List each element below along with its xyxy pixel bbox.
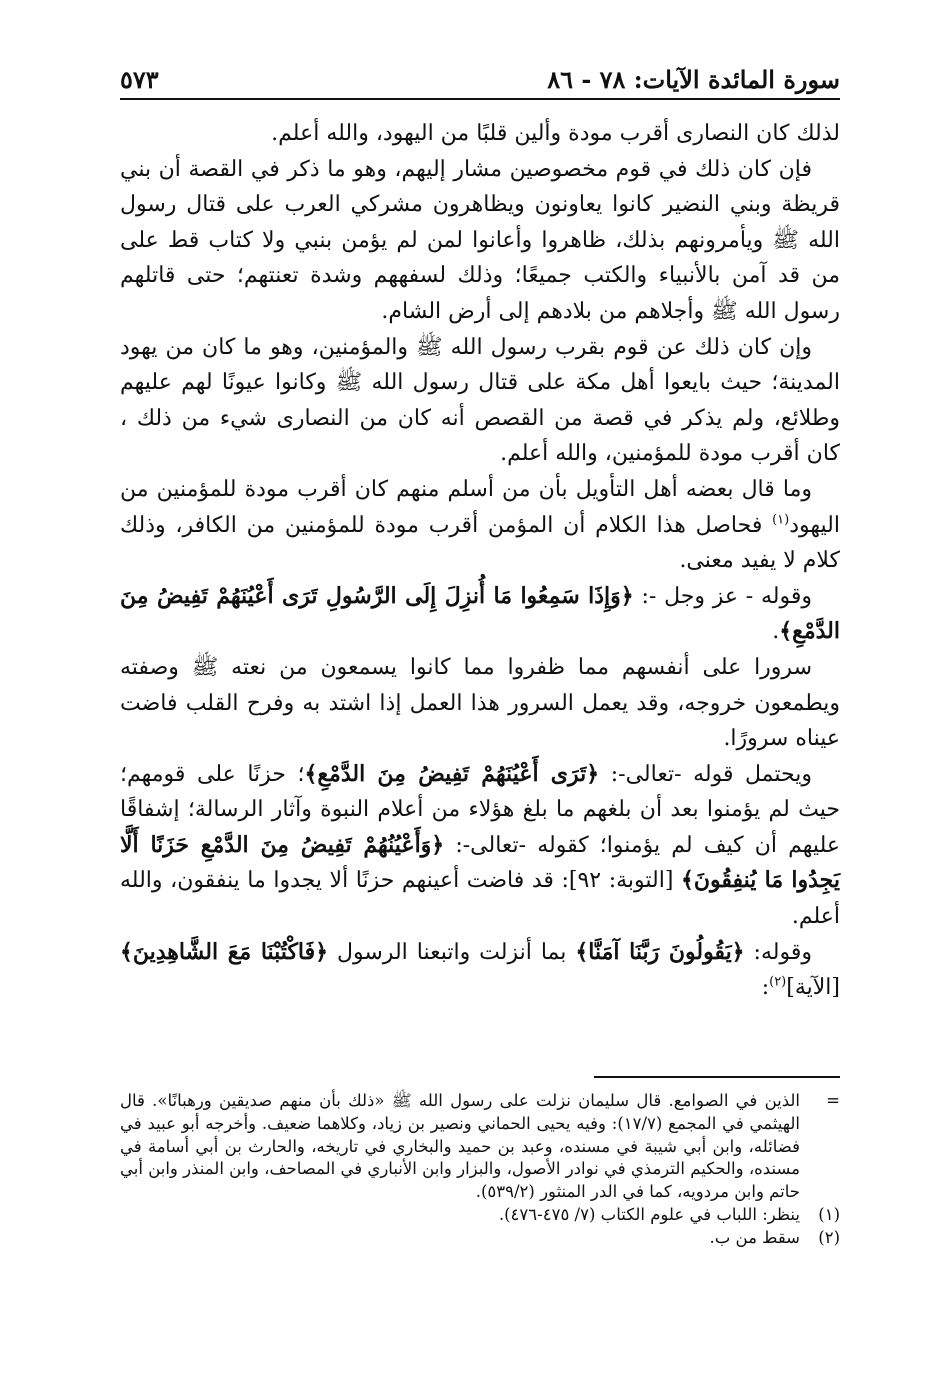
footnote-text: سقط من ب. (709, 1227, 800, 1247)
paragraph-7-text-a: ويحتمل قوله -تعالى-: (599, 761, 812, 787)
footnote-text: الذين في الصوامع. قال سليمان نزلت على رسول الله ﷺ «ذلك بأن منهم صديقين ورهبانًا». قال الهيثمي في المجمع (١٧/٧): وفيه يحيى الحماني ونصير بن زياد، وكلاهما ضعيف. وأخرجه أبو عبيد في فضائله، وابن أبي شيبة في مسنده، وعبد بن حميد والبخاري في تاريخه، والحارث بن أبي أسامة في مسنده، والحكيم الترمذي في نوادر الأصول، والبزار وابن الأنباري في المصاحف، وابن المنذر وابن أبي حاتم وابن مردويه، كما في الدر المنثور (٥٣٩/٢). (120, 1091, 801, 1202)
footnote-ref-2[interactable]: (٢) (769, 974, 787, 990)
paragraph-5-text-a: وقوله - عز وجل -: (633, 583, 812, 609)
running-header (120, 58, 840, 94)
footnote-text: ينظر: اللباب في علوم الكتاب (٧/ ٤٧٥-٤٧٦). (498, 1204, 800, 1224)
paragraph-4-text-a: وما قال بعضه أهل التأويل بأن من أسلم منهم كان أقرب مودة للمؤمنين من اليهود (120, 476, 840, 538)
header-rule (120, 98, 840, 100)
footnotes (120, 1090, 840, 1250)
paragraph-8-text-b: بما أنزلت واتبعنا الرسول (328, 939, 576, 965)
quran-verse: ﴿وَإِذَا سَمِعُوا مَا أُنزِلَ إِلَى الرَّسُولِ تَرَى أَعْيُنَهُمْ تَفِيضُ مِنَ الدَّمْعِ﴾ (120, 582, 840, 645)
paragraph-4-text-b: فحاصل هذا الكلام أن المؤمن أقرب مودة للمؤمنين من الكافر، وذلك كلام لا يفيد معنى. (120, 512, 840, 574)
footnote-marker: (٢) (818, 1227, 840, 1247)
footnote-marker: (١) (818, 1204, 840, 1224)
paragraph-7 (120, 757, 840, 935)
main-text (120, 116, 840, 1006)
footnote-continuation (120, 1090, 840, 1204)
footnote-separator (594, 1076, 840, 1078)
paragraph-4 (120, 472, 840, 579)
paragraph-3: وإن كان ذلك عن قوم بقرب رسول الله ﷺ والمؤمنين، وهو ما كان من يهود المدينة؛ حيث بايعوا أهل مكة على قتال رسول الله ﷺ وكانوا عيونًا لهم عليهم وطلائع، ولم يذكر في قصة من القصص أنه كان من النصارى شيء من ذلك ، كان أقرب مودة للمؤمنين، والله أعلم. (120, 334, 840, 467)
footnote-marker: = (826, 1091, 840, 1110)
paragraph-2: فإن كان ذلك في قوم مخصوصين مشار إليهم، وهو ما ذكر في القصة أن بني قريظة وبني النضير كانوا يعاونون ويظاهرون مشركي العرب على قتال رسول الله ﷺ ويأمرونهم بذلك، ظاهروا وأعانوا لمن لم يؤمن بنبي ولا كتاب قط على من قد آمن بالأنبياء والكتب جميعًا؛ وذلك لسفههم وشدة تعنتهم؛ حتى قاتلهم رسول الله ﷺ وأجلاهم من بلادهم إلى أرض الشام. (120, 156, 840, 324)
footnote-1 (120, 1204, 840, 1227)
quran-verse: ﴿فَاكْتُبْنَا مَعَ الشَّاهِدِينَ﴾ (120, 938, 329, 965)
paragraph-7-text-c: [التوبة: ٩٢]: قد فاضت أعينهم حزنًا ألا يجدوا ما ينفقون، والله أعلم. (120, 868, 840, 930)
page-number: ٥٧٣ (120, 65, 159, 94)
paragraph-5 (120, 579, 840, 650)
quran-verse: ﴿يَقُولُونَ رَبَّنَا آمَنَّا﴾ (575, 938, 745, 965)
running-title: سورة المائدة الآيات: ٧٨ - ٨٦ (547, 65, 840, 94)
paragraph-7-text-b: ؛ حزنًا على قومهم؛ حيث لم يؤمنوا بعد أن بلغهم ما بلغ هؤلاء من أعلام النبوة وآثار الرسالة؛ إشفاقًا عليهم أن كيف لم يؤمنوا؛ كقوله -تعالى-: (120, 761, 840, 858)
paragraph-8-text-c: [الآية] (786, 975, 840, 1001)
paragraph-1: لذلك كان النصارى أقرب مودة وألين قلبًا من اليهود، والله أعلم. (271, 121, 840, 146)
footnote-ref-1[interactable]: (١) (772, 512, 790, 528)
paragraph-6: سرورا على أنفسهم مما ظفروا مما كانوا يسمعون من نعته ﷺ وصفته ويطمعون خروجه، وقد يعمل السرور هذا العمل إذا اشتد به وفرح القلب فاضت عيناه سرورًا. (120, 654, 840, 752)
paragraph-8-text-d: : (761, 975, 770, 1001)
quran-verse: ﴿وَأَعْيُنُهُمْ تَفِيضُ مِنَ الدَّمْعِ حَزَنًا أَلَّا يَجِدُوا مَا يُنفِقُونَ﴾ (120, 831, 840, 894)
footnote-2 (120, 1227, 840, 1250)
paragraph-8 (120, 935, 840, 1006)
paragraph-8-text-a: وقوله: (744, 939, 812, 965)
paragraph-5-text-b: . (772, 619, 780, 645)
quran-verse: ﴿تَرَى أَعْيُنَهُمْ تَفِيضُ مِنَ الدَّمْعِ﴾ (304, 760, 600, 787)
